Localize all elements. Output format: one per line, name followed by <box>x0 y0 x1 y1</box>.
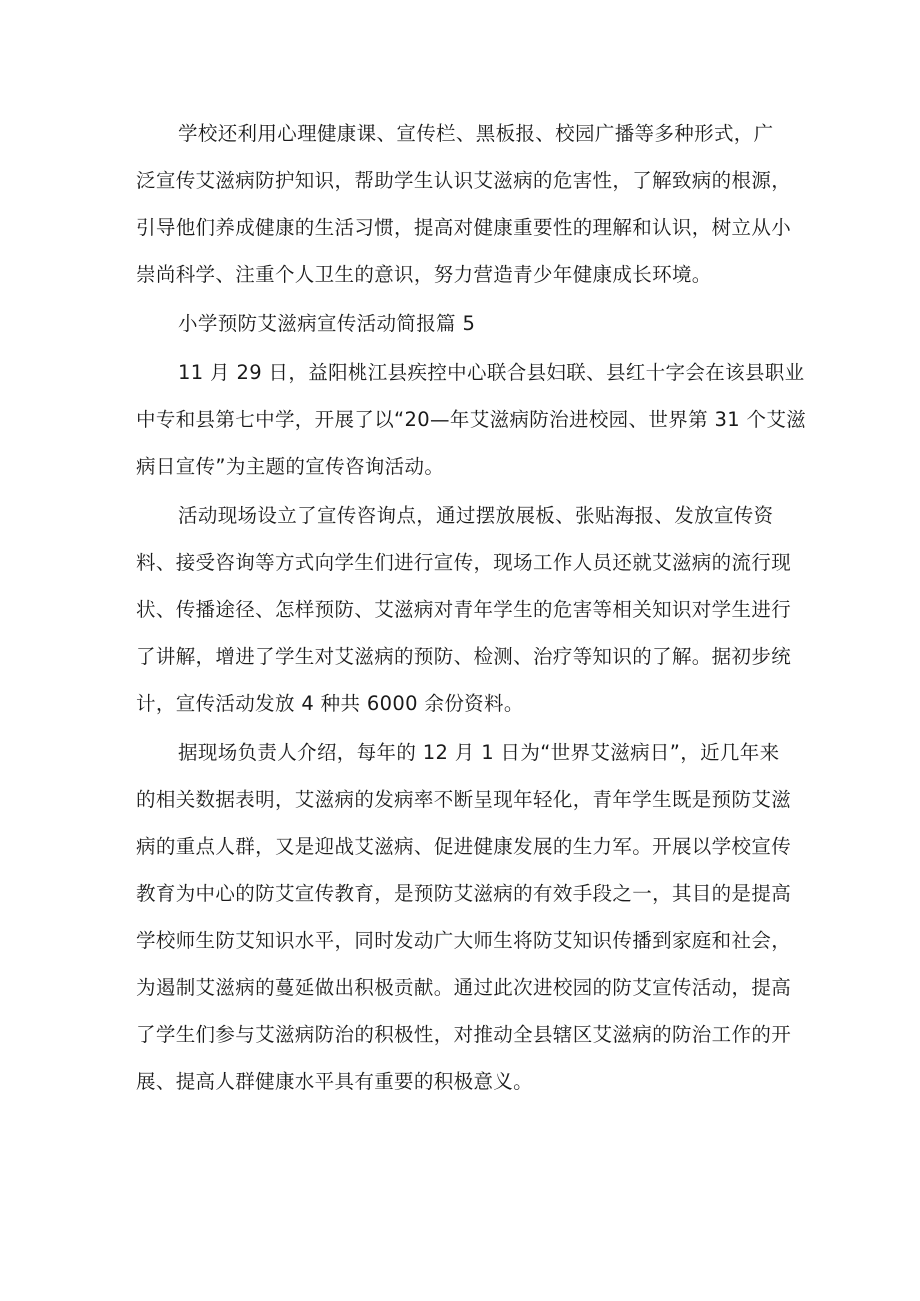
paragraph-conclusion <box>136 729 791 1105</box>
paragraph-event-intro <box>136 349 807 490</box>
text-line: 的相关数据表明，艾滋病的发病率不断呈现年轻化，青年学生既是预防艾滋 <box>136 788 792 811</box>
paragraph-event-details <box>136 492 791 727</box>
text-line: 引导他们养成健康的生活习惯，提高对健康重要性的理解和认识，树立从小 <box>136 216 792 239</box>
text-line: 病日宣传”为主题的宣传咨询活动。 <box>136 455 445 478</box>
text-line: 展、提高人群健康水平具有重要的积极意义。 <box>136 1070 534 1093</box>
section-heading <box>136 300 791 347</box>
text-line: 病的重点人群，又是迎战艾滋病、促进健康发展的生力军。开展以学校宣传 <box>136 835 792 858</box>
text-line: 据现场负责人介绍，每年的 12 月 1 日为“世界艾滋病日”，近几年来 <box>178 741 780 764</box>
text-line: 11 月 29 日，益阳桃江县疾控中心联合县妇联、县红十字会在该县职业 <box>178 361 805 384</box>
text-line: 状、传播途径、怎样预防、艾滋病对青年学生的危害等相关知识对学生进行 <box>136 598 792 621</box>
text-line: 为遏制艾滋病的蔓延做出积极贡献。通过此次进校园的防艾宣传活动，提高 <box>136 976 792 999</box>
section-title: 小学预防艾滋病宣传活动简报篇 5 <box>178 312 476 335</box>
text-line: 泛宣传艾滋病防护知识，帮助学生认识艾滋病的危害性，了解致病的根源， <box>136 169 792 192</box>
text-line: 了学生们参与艾滋病防治的积极性，对推动全县辖区艾滋病的防治工作的开 <box>136 1023 792 1046</box>
text-line: 教育为中心的防艾宣传教育，是预防艾滋病的有效手段之一，其目的是提高 <box>136 882 792 905</box>
text-line: 计，宣传活动发放 4 种共 6000 余份资料。 <box>136 692 524 715</box>
text-line: 活动现场设立了宣传咨询点，通过摆放展板、张贴海报、发放宣传资 <box>178 504 774 527</box>
text-line: 学校还利用心理健康课、宣传栏、黑板报、校园广播等多种形式，广 <box>178 122 774 145</box>
text-line: 学校师生防艾知识水平，同时发动广大师生将防艾知识传播到家庭和社会， <box>136 929 792 952</box>
document-body <box>136 110 807 1105</box>
text-line: 中专和县第七中学，开展了以“20—年艾滋病防治进校园、世界第 31 个艾滋 <box>136 408 807 431</box>
text-line: 崇尚科学、注重个人卫生的意识，努力营造青少年健康成长环境。 <box>136 263 712 286</box>
paragraph-health-education <box>136 110 791 298</box>
text-line: 了讲解，增进了学生对艾滋病的预防、检测、治疗等知识的了解。据初步统 <box>136 645 792 668</box>
text-line: 料、接受咨询等方式向学生们进行宣传，现场工作人员还就艾滋病的流行现 <box>136 551 792 574</box>
